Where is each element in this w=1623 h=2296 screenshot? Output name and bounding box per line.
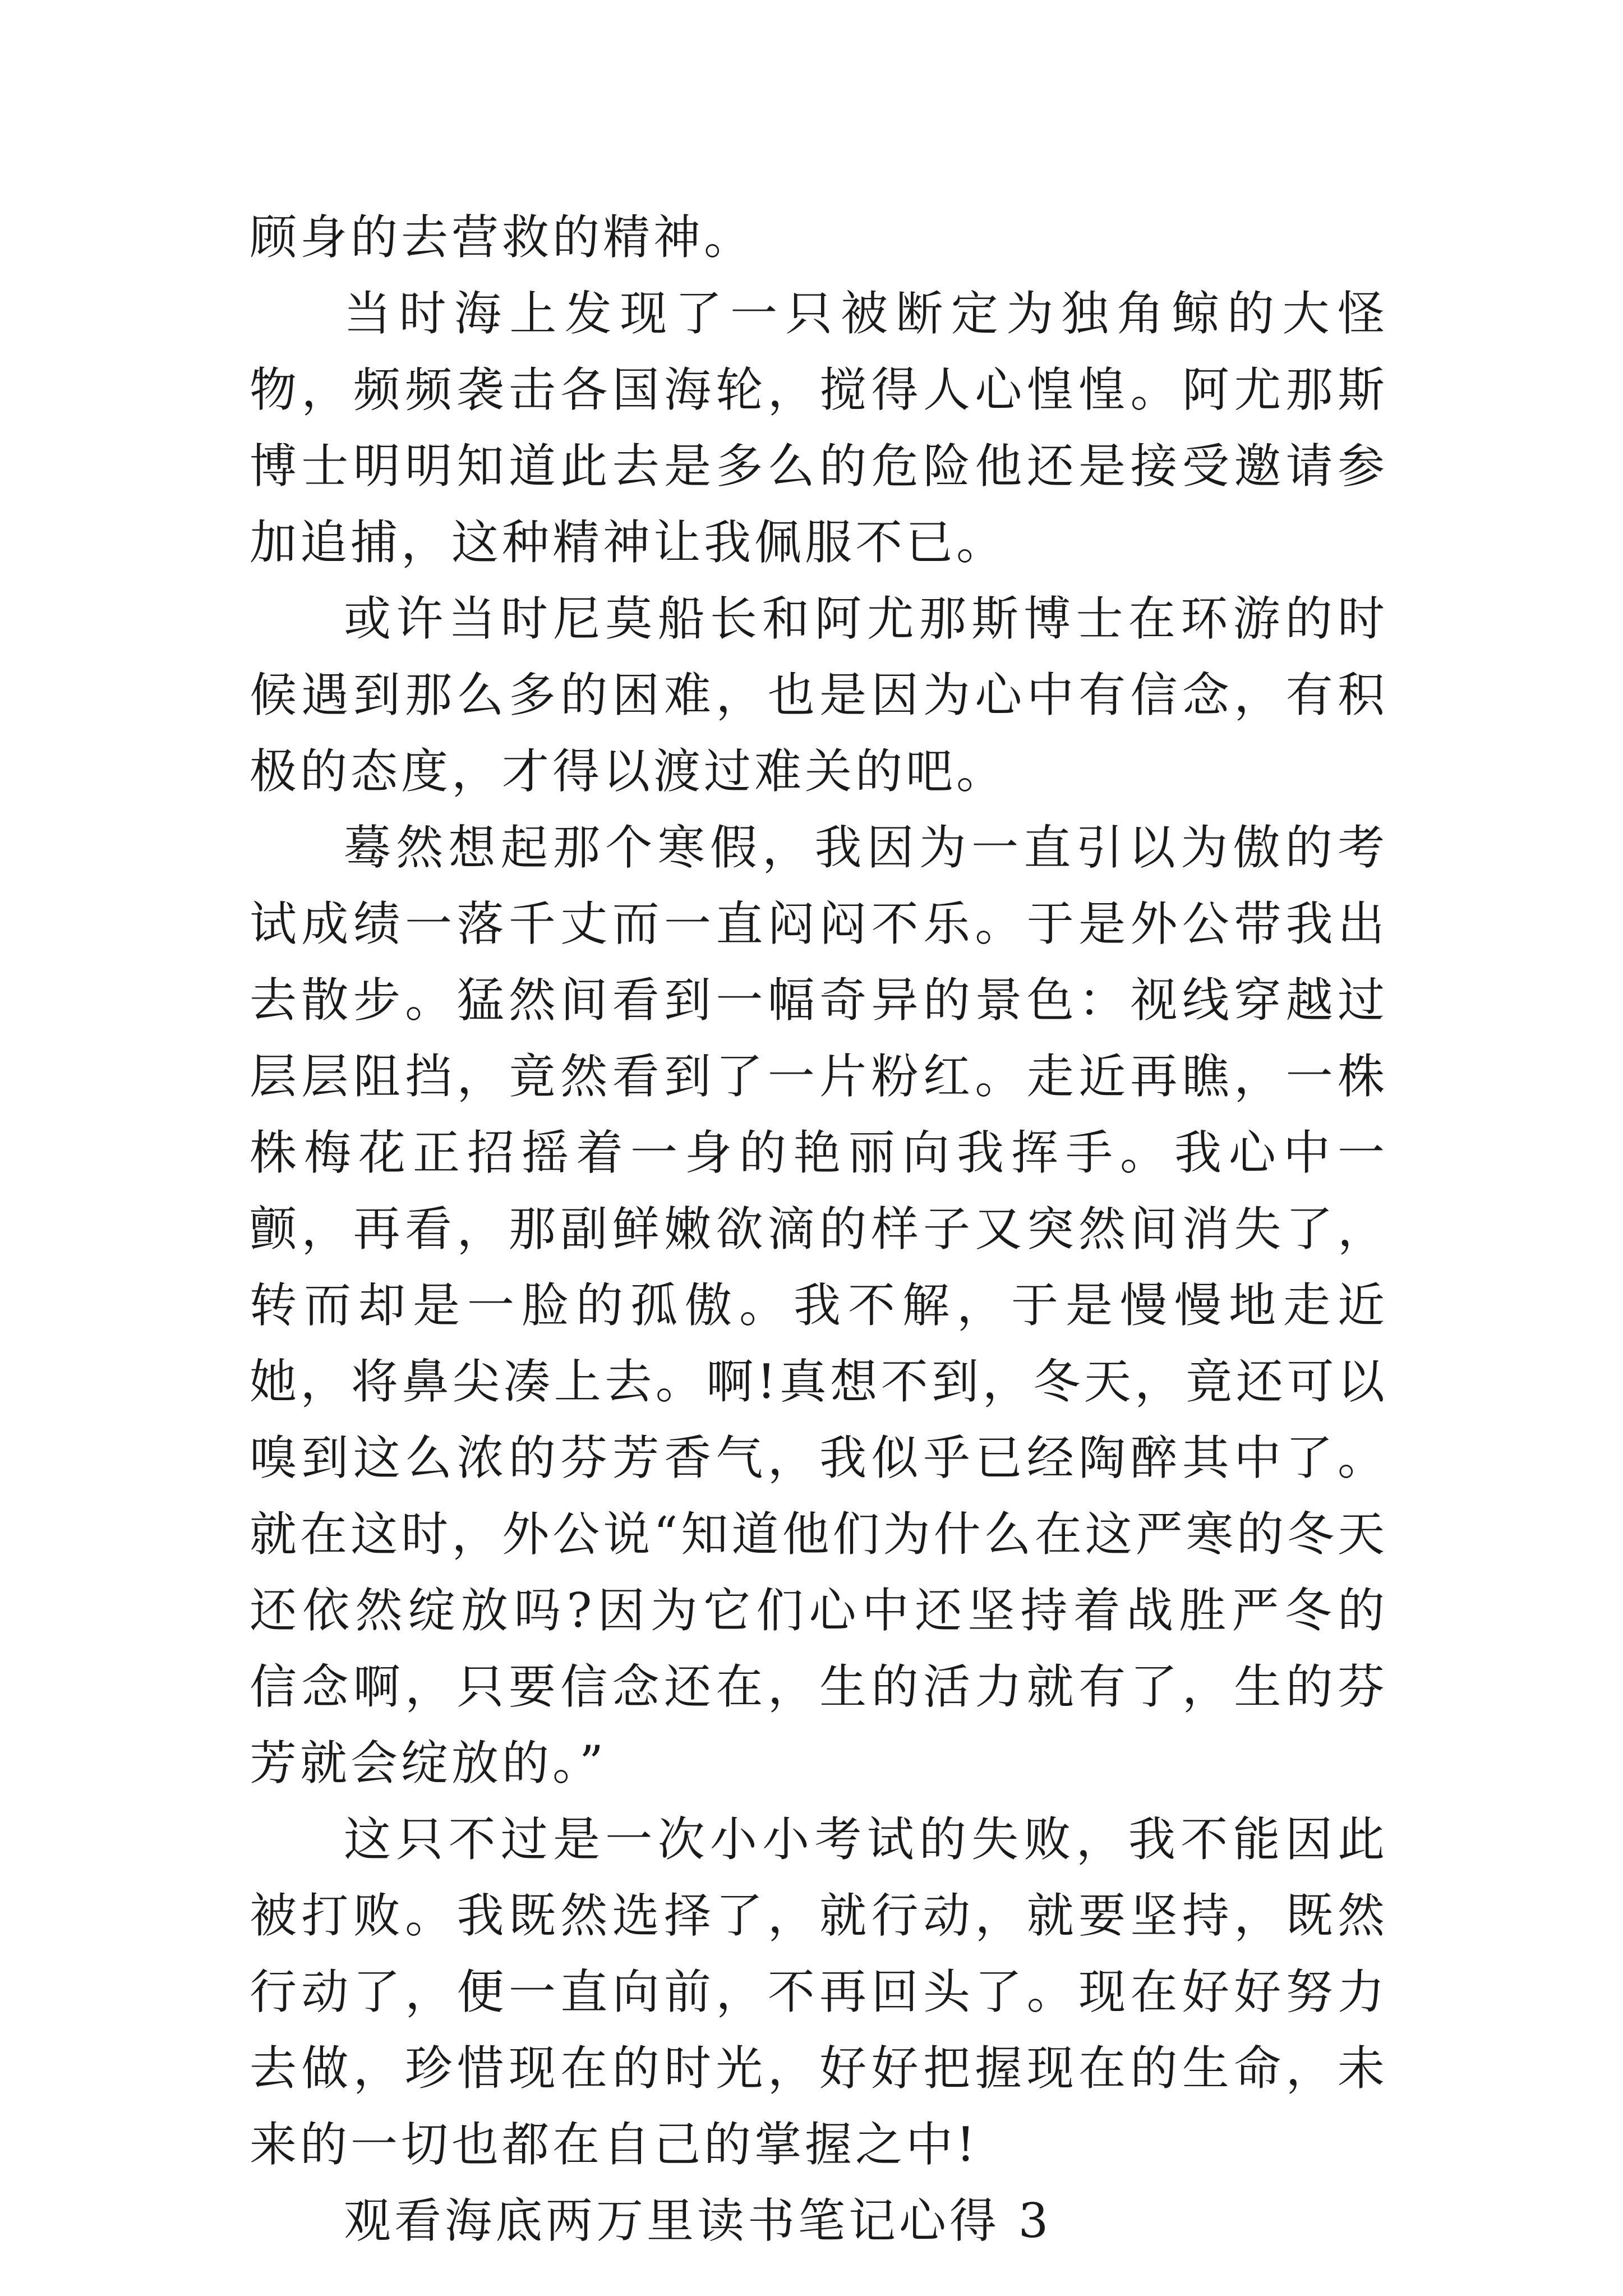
paragraph-3: 或许当时尼莫船长和阿尤那斯博士在环游的时候遇到那么多的困难，也是因为心中有信念，有积极的态度，才得以渡过难关的吧。 — [250, 591, 1388, 799]
paragraph-2: 当时海上发现了一只被断定为独角鲸的大怪物，频频袭击各国海轮，搅得人心惶惶。阿尤那斯博士明明知道此去是多么的危险他还是接受邀请参加追捕，这种精神让我佩服不已。 — [250, 286, 1388, 570]
document-body — [250, 199, 1388, 2259]
section-heading: 观看海底两万里读书笔记心得 3 — [344, 2193, 1052, 2248]
paragraph-4: 蓦然想起那个寒假，我因为一直引以为傲的考试成绩一落千丈而一直闷闷不乐。于是外公带我出去散步。猛然间看到一幅奇异的景色：视线穿越过层层阻挡，竟然看到了一片粉红。走近再瞧，一株株梅花正招摇着一身的艳丽向我挥手。我心中一颤，再看，那副鲜嫩欲滴的样子又突然间消失了，转而却是一脸的孤傲。我不解，于是慢慢地走近她，将鼻尖凑上去。啊!真想不到，冬天，竟还可以嗅到这么浓的芬芳香气，我似乎已经陶醉其中了。就在这时，外公说“知道他们为什么在这严寒的冬天还依然绽放吗?因为它们心中还坚持着战胜严冬的信念啊，只要信念还在，生的活力就有了，生的芬芳就会绽放的。” — [250, 820, 1388, 1791]
paragraph-1: 顾身的去营救的精神。 — [250, 210, 755, 265]
paragraph-5: 这只不过是一次小小考试的失败，我不能因此被打败。我既然选择了，就行动，就要坚持，既然行动了，便一直向前，不再回头了。现在好好努力去做，珍惜现在的时光，好好把握现在的生命，未来的一切也都在自己的掌握之中! — [250, 1812, 1388, 2172]
